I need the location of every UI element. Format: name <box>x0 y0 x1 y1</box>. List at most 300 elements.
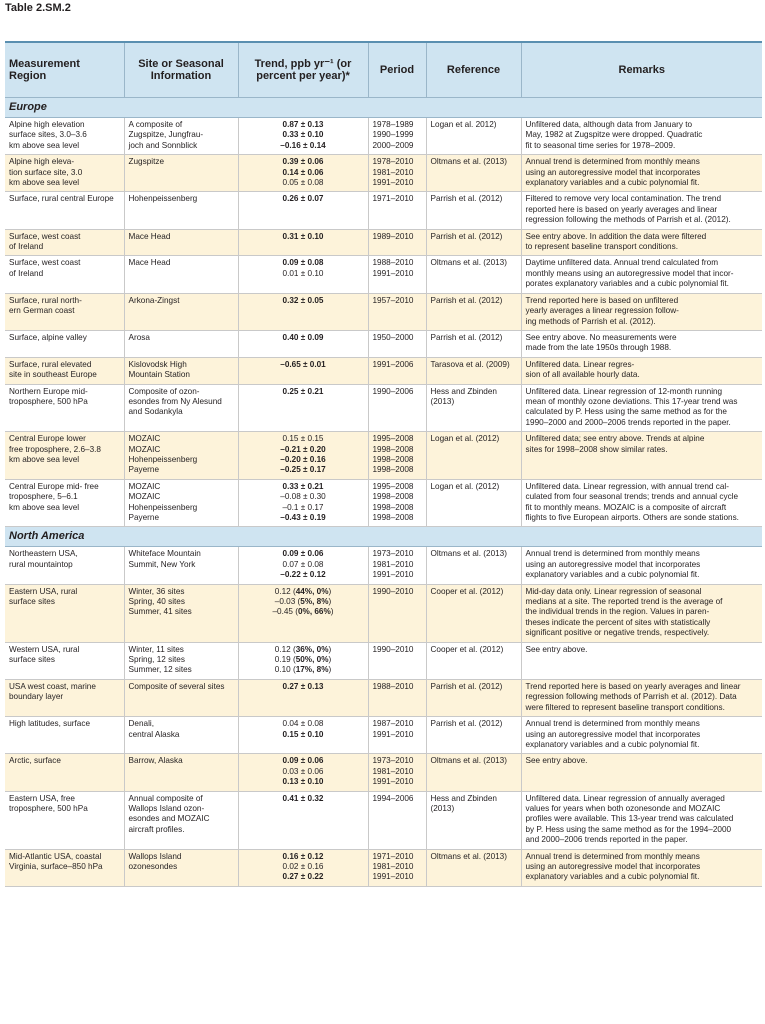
trend-value: 0.12 (44%, 0%) <box>274 586 332 596</box>
region-line: Virginia, surface–850 hPa <box>9 861 103 871</box>
trend-table <box>5 41 762 887</box>
period-line: 1971–2010 <box>372 851 414 861</box>
region-line: Surface, rural elevated <box>9 359 92 369</box>
cell-region <box>5 479 124 527</box>
region-line: Alpine high elevation <box>9 120 85 129</box>
period-line: 1981–2010 <box>372 559 414 569</box>
remarks-line: 1990–2000 and 2000–2006 trends reported in the paper. <box>525 417 731 427</box>
remarks-line: See entry above. No measurements were <box>525 332 677 342</box>
table-body <box>5 98 762 887</box>
period-line: 1995–2008 <box>372 434 414 444</box>
trend-value: 0.10 (17%, 8%) <box>274 665 332 675</box>
trend-percent: 0%, 66% <box>297 607 331 617</box>
period-line: 1998–2008 <box>372 502 414 512</box>
period-line: 1991–2010 <box>372 268 414 278</box>
cell-site <box>124 293 238 330</box>
trend-percent: 36%, 0% <box>295 644 329 654</box>
cell-reference <box>426 679 521 716</box>
cell-remarks <box>521 679 762 716</box>
region-line: of Ireland <box>9 242 44 252</box>
cell-region <box>5 717 124 754</box>
trend-value: 0.02 ± 0.16 <box>282 861 324 871</box>
header-region: Measurement Region <box>5 42 124 98</box>
period-line: 1998–2008 <box>372 513 414 522</box>
cell-reference <box>426 642 521 679</box>
trend-value: 0.27 ± 0.13 <box>282 681 324 691</box>
period-line: 1989–2010 <box>372 231 414 241</box>
remarks-line: fit to monthly means. MOZAIC is a composite of aircraft <box>525 502 727 512</box>
site-line: Summer, 12 sites <box>128 665 192 675</box>
cell-region <box>5 384 124 432</box>
region-line: Central Europe lower <box>9 434 86 444</box>
trend-value: 0.33 ± 0.10 <box>282 130 324 140</box>
cell-site <box>124 155 238 192</box>
cell-trend <box>238 791 368 849</box>
remarks-line: culated from four seasonal trends; trends and annual cycle <box>525 492 739 502</box>
trend-value: 0.15 ± 0.10 <box>282 729 324 739</box>
site-line: Barrow, Alaska <box>128 756 183 766</box>
cell-reference <box>426 791 521 849</box>
cell-site <box>124 118 238 155</box>
period-line: 1991–2006 <box>372 359 414 369</box>
period-line: 1990–2006 <box>372 386 414 396</box>
cell-reference <box>426 330 521 357</box>
region-line: Northeastern USA, <box>9 549 78 559</box>
remarks-line: porates explanatory variables and a cubic polynomial fit. <box>525 279 729 289</box>
period-line: 1995–2008 <box>372 481 414 491</box>
region-line: boundary layer <box>9 692 64 702</box>
period-line: 1978–2010 <box>372 157 414 167</box>
table-row <box>5 679 762 716</box>
table-row <box>5 256 762 293</box>
trend-percent: 5%, 8% <box>300 597 329 607</box>
period-line: 1991–2010 <box>372 178 414 188</box>
cell-region <box>5 256 124 293</box>
remarks-line: monthly means using an autoregressive model that incor- <box>525 268 734 278</box>
site-line: central Alaska <box>128 729 180 739</box>
site-line: esondes and MOZAIC <box>128 814 210 824</box>
site-line: Summer, 41 sites <box>128 607 192 617</box>
cell-period <box>368 256 426 293</box>
cell-remarks <box>521 754 762 791</box>
cell-period <box>368 849 426 886</box>
cell-region <box>5 754 124 791</box>
site-line: MOZAIC <box>128 434 161 444</box>
table-row <box>5 717 762 754</box>
region-line: Alpine high eleva- <box>9 157 75 167</box>
cell-remarks <box>521 432 762 480</box>
cell-region <box>5 330 124 357</box>
cell-period <box>368 754 426 791</box>
remarks-line: Mid-day data only. Linear regression of seasonal <box>525 586 702 596</box>
site-line: Kislovodsk High <box>128 359 187 369</box>
cell-trend <box>238 754 368 791</box>
cell-trend <box>238 432 368 480</box>
table-row <box>5 791 762 849</box>
table-row <box>5 118 762 155</box>
site-line: Payerne <box>128 513 159 522</box>
cell-region <box>5 293 124 330</box>
reference-line: Logan et al. (2012) <box>430 434 500 444</box>
trend-value: 0.07 ± 0.08 <box>282 559 324 569</box>
cell-period <box>368 384 426 432</box>
region-line: rural mountaintop <box>9 559 73 569</box>
header-trend: Trend, ppb yr⁻¹ (or percent per year)* <box>238 42 368 98</box>
table-caption: Table 2.SM.2 <box>5 2 71 14</box>
cell-reference <box>426 357 521 384</box>
trend-value: –0.03 (5%, 8%) <box>274 597 332 607</box>
remarks-line: Annual trend is determined from monthly means <box>525 157 700 167</box>
cell-trend <box>238 330 368 357</box>
trend-value: 0.09 ± 0.06 <box>282 756 324 766</box>
site-line: MOZAIC <box>128 444 161 454</box>
cell-region <box>5 791 124 849</box>
remarks-line: using an autoregressive model that incorporates <box>525 729 701 739</box>
remarks-line: made from the late 1950s through 1988. <box>525 343 672 353</box>
remarks-line: significant positive or negative trends, respectively. <box>525 628 710 638</box>
site-line: joch and Sonnblick <box>128 140 198 150</box>
cell-remarks <box>521 357 762 384</box>
cell-remarks <box>521 384 762 432</box>
cell-region <box>5 155 124 192</box>
header-remarks: Remarks <box>521 42 762 98</box>
remarks-line: Unfiltered data. Linear regression of annually averaged <box>525 793 725 803</box>
remarks-line: the individual trends in the region. Values in paren- <box>525 607 710 617</box>
region-line: km above sea level <box>9 454 80 464</box>
section-title: Europe <box>5 98 762 118</box>
region-line: Surface, west coast <box>9 231 81 241</box>
trend-value: –0.21 ± 0.20 <box>280 444 326 454</box>
remarks-line: yearly averages a linear regression follow- <box>525 306 679 316</box>
trend-value: 0.32 ± 0.05 <box>282 295 324 305</box>
cell-reference <box>426 384 521 432</box>
period-line: 1973–2010 <box>372 549 414 559</box>
cell-site <box>124 584 238 642</box>
reference-line: Cooper et al. (2012) <box>430 644 504 654</box>
region-line: Surface, rural north- <box>9 295 82 305</box>
cell-site <box>124 384 238 432</box>
period-line: 1973–2010 <box>372 756 414 766</box>
reference-line: Logan et al. 2012) <box>430 120 497 129</box>
cell-period <box>368 229 426 256</box>
cell-reference <box>426 479 521 527</box>
region-line: free troposphere, 2.6–3.8 <box>9 444 101 454</box>
site-line: Hohenpeissenberg <box>128 194 198 204</box>
reference-line: Oltmans et al. (2013) <box>430 157 507 167</box>
remarks-line: using an autoregressive model that incorporates <box>525 861 701 871</box>
cell-trend <box>238 192 368 229</box>
remarks-line: reported here is based on yearly averages and linear <box>525 204 718 214</box>
cell-period <box>368 293 426 330</box>
remarks-line: using an autoregressive model that incorporates <box>525 559 701 569</box>
table-header <box>5 42 762 98</box>
period-line: 1981–2010 <box>372 766 414 776</box>
trend-value: 0.25 ± 0.21 <box>282 386 324 396</box>
cell-period <box>368 679 426 716</box>
reference-line: Oltmans et al. (2013) <box>430 549 507 559</box>
trend-value: –0.1 ± 0.17 <box>282 502 324 512</box>
cell-trend <box>238 118 368 155</box>
period-line: 1981–2010 <box>372 167 414 177</box>
trend-value: 0.13 ± 0.10 <box>282 777 324 787</box>
period-line: 1991–2010 <box>372 729 414 739</box>
remarks-line: explanatory variables and a cubic polynomial fit. <box>525 178 700 188</box>
remarks-line: Daytime unfiltered data. Annual trend calculated from <box>525 258 719 268</box>
period-line: 1991–2010 <box>372 872 414 882</box>
site-line: A composite of <box>128 120 183 129</box>
cell-trend <box>238 717 368 754</box>
cell-remarks <box>521 717 762 754</box>
region-line: surface sites <box>9 655 55 665</box>
period-line: 1978–1989 <box>372 120 414 129</box>
trend-value: 0.09 ± 0.06 <box>282 549 324 559</box>
site-line: aircraft profiles. <box>128 824 185 834</box>
cell-reference <box>426 547 521 584</box>
reference-line: Hess and Zbinden <box>430 386 497 396</box>
trend-percent: 17%, 8% <box>295 665 329 675</box>
remarks-line: calculated by P. Hess using the same method as for the <box>525 407 727 417</box>
cell-remarks <box>521 330 762 357</box>
remarks-line: Unfiltered data. Linear regression of 12-month running <box>525 386 723 396</box>
table-row <box>5 357 762 384</box>
cell-site <box>124 229 238 256</box>
region-line: ern German coast <box>9 306 75 316</box>
cell-remarks <box>521 642 762 679</box>
period-line: 1998–2008 <box>372 444 414 454</box>
period-line: 1991–2010 <box>372 570 414 580</box>
cell-remarks <box>521 479 762 527</box>
remarks-line: explanatory variables and a cubic polynomial fit. <box>525 872 700 882</box>
site-line: Zugspitze <box>128 157 164 167</box>
cell-remarks <box>521 791 762 849</box>
site-line: Annual composite of <box>128 793 203 803</box>
remarks-line: profiles were available. This 13-year trend was calculated <box>525 814 734 824</box>
cell-period <box>368 642 426 679</box>
remarks-line: Unfiltered data; see entry above. Trends at alpine <box>525 434 705 444</box>
reference-line: (2013) <box>430 803 455 813</box>
region-line: site in southeast Europe <box>9 370 97 380</box>
table-row <box>5 584 762 642</box>
remarks-line: theses indicate the percent of sites with statistically <box>525 617 711 627</box>
trend-value: 0.26 ± 0.07 <box>282 194 324 204</box>
site-line: Composite of ozon- <box>128 386 200 396</box>
cell-trend <box>238 679 368 716</box>
trend-value: 0.16 ± 0.12 <box>282 851 324 861</box>
site-line: Winter, 36 sites <box>128 586 185 596</box>
remarks-line: to represent baseline transport conditions. <box>525 242 678 252</box>
cell-period <box>368 118 426 155</box>
cell-remarks <box>521 155 762 192</box>
cell-remarks <box>521 192 762 229</box>
region-line: Northern Europe mid- <box>9 386 88 396</box>
region-line: of Ireland <box>9 268 44 278</box>
cell-remarks <box>521 118 762 155</box>
remarks-line: See entry above. <box>525 644 588 654</box>
trend-value: 0.15 ± 0.15 <box>282 434 324 444</box>
region-line: Eastern USA, rural <box>9 586 78 596</box>
cell-site <box>124 679 238 716</box>
site-line: Zugspitze, Jungfrau- <box>128 130 204 140</box>
site-line: MOZAIC <box>128 492 161 502</box>
period-line: 1988–2010 <box>372 258 414 268</box>
cell-site <box>124 849 238 886</box>
site-line: ozonesondes <box>128 861 178 871</box>
cell-region <box>5 584 124 642</box>
trend-value: 0.31 ± 0.10 <box>282 231 324 241</box>
remarks-line: explanatory variables and a cubic polynomial fit. <box>525 739 700 749</box>
cell-reference <box>426 229 521 256</box>
site-line: Summit, New York <box>128 559 196 569</box>
cell-region <box>5 229 124 256</box>
site-line: Whiteface Mountain <box>128 549 201 559</box>
reference-line: Tarasova et al. (2009) <box>430 359 510 369</box>
cell-site <box>124 791 238 849</box>
trend-value: 0.19 (50%, 0%) <box>274 655 332 665</box>
cell-period <box>368 192 426 229</box>
remarks-line: Annual trend is determined from monthly means <box>525 549 700 559</box>
region-line: surface sites, 3.0–3.6 <box>9 130 87 140</box>
remarks-line: values for years when both ozonesonde and MOZAIC <box>525 803 721 813</box>
period-line: 1950–2000 <box>372 332 414 342</box>
cell-site <box>124 256 238 293</box>
period-line: 1990–2010 <box>372 644 414 654</box>
trend-value: –0.22 ± 0.12 <box>280 570 326 580</box>
region-line: Western USA, rural <box>9 644 80 654</box>
cell-region <box>5 432 124 480</box>
trend-value: –0.25 ± 0.17 <box>280 465 326 475</box>
trend-value: 0.40 ± 0.09 <box>282 332 324 342</box>
cell-remarks <box>521 584 762 642</box>
period-line: 1991–2010 <box>372 777 414 787</box>
cell-period <box>368 155 426 192</box>
table-row <box>5 330 762 357</box>
cell-period <box>368 584 426 642</box>
region-line: troposphere, 500 hPa <box>9 803 88 813</box>
cell-trend <box>238 584 368 642</box>
region-line: surface sites <box>9 597 55 607</box>
site-line: Hohenpeissenberg <box>128 454 198 464</box>
site-line: esondes from Ny Alesund <box>128 396 222 406</box>
remarks-line: using an autoregressive model that incorporates <box>525 167 701 177</box>
section-row <box>5 527 762 547</box>
region-line: High latitudes, surface <box>9 719 91 729</box>
cell-region <box>5 357 124 384</box>
trend-value: –0.20 ± 0.16 <box>280 454 326 464</box>
remarks-line: May, 1982 at Zugspitze were dropped. Quadratic <box>525 130 703 140</box>
region-line: Central Europe mid- free <box>9 481 99 491</box>
region-line: Mid-Atlantic USA, coastal <box>9 851 102 861</box>
site-line: Payerne <box>128 465 159 475</box>
cell-trend <box>238 642 368 679</box>
site-line: Denali, <box>128 719 154 729</box>
reference-line: Oltmans et al. (2013) <box>430 258 507 268</box>
site-line: Spring, 40 sites <box>128 597 185 607</box>
reference-line: (2013) <box>430 396 455 406</box>
region-line: Arctic, surface <box>9 756 61 766</box>
region-line: Eastern USA, free <box>9 793 75 803</box>
cell-reference <box>426 192 521 229</box>
trend-value: 0.39 ± 0.06 <box>282 157 324 167</box>
region-line: Surface, west coast <box>9 258 81 268</box>
region-line: km above sea level <box>9 178 80 188</box>
remarks-line: explanatory variables and a cubic polynomial fit. <box>525 570 700 580</box>
cell-region <box>5 118 124 155</box>
remarks-line: and 2000–2006 trends reported in the paper. <box>525 835 688 845</box>
trend-value: 0.87 ± 0.13 <box>282 120 324 129</box>
cell-reference <box>426 293 521 330</box>
reference-line: Parrish et al. (2012) <box>430 295 503 305</box>
site-line: MOZAIC <box>128 481 161 491</box>
trend-percent: 50%, 0% <box>295 655 329 665</box>
cell-period <box>368 432 426 480</box>
cell-trend <box>238 849 368 886</box>
remarks-line: medians at a site. The reported trend is the average of <box>525 597 723 607</box>
table-row <box>5 547 762 584</box>
cell-site <box>124 642 238 679</box>
period-line: 1971–2010 <box>372 194 414 204</box>
cell-reference <box>426 849 521 886</box>
remarks-line: regression following the methods of Parrish et al. (2012). <box>525 215 731 225</box>
cell-trend <box>238 384 368 432</box>
table-row <box>5 384 762 432</box>
site-line: Mace Head <box>128 258 171 268</box>
site-line: Composite of several sites <box>128 681 225 691</box>
cell-site <box>124 330 238 357</box>
remarks-line: Unfiltered data. Linear regres- <box>525 359 635 369</box>
period-line: 1998–2008 <box>372 454 414 464</box>
cell-period <box>368 479 426 527</box>
cell-remarks <box>521 256 762 293</box>
cell-remarks <box>521 849 762 886</box>
reference-line: Oltmans et al. (2013) <box>430 756 507 766</box>
region-line: Surface, rural central Europe <box>9 194 114 204</box>
header-period: Period <box>368 42 426 98</box>
cell-reference <box>426 754 521 791</box>
site-line: Mountain Station <box>128 370 190 380</box>
trend-percent: 44%, 0% <box>295 586 329 596</box>
table-row <box>5 479 762 527</box>
cell-remarks <box>521 293 762 330</box>
reference-line: Cooper et al. (2012) <box>430 586 504 596</box>
site-line: Wallops Island <box>128 851 182 861</box>
cell-site <box>124 717 238 754</box>
period-line: 1987–2010 <box>372 719 414 729</box>
remarks-line: Annual trend is determined from monthly means <box>525 719 700 729</box>
cell-region <box>5 679 124 716</box>
cell-reference <box>426 717 521 754</box>
site-line: Wallops Island ozon- <box>128 803 205 813</box>
remarks-line: Annual trend is determined from monthly means <box>525 851 700 861</box>
trend-value: 0.04 ± 0.08 <box>282 719 324 729</box>
trend-value: 0.41 ± 0.32 <box>282 793 324 803</box>
period-line: 1988–2010 <box>372 681 414 691</box>
trend-value: 0.14 ± 0.06 <box>282 167 324 177</box>
cell-reference <box>426 256 521 293</box>
cell-period <box>368 791 426 849</box>
remarks-line: See entry above. <box>525 756 588 766</box>
table-row <box>5 293 762 330</box>
site-line: Spring, 12 sites <box>128 655 185 665</box>
remarks-line: by P. Hess using the same method as for the 1994–2000 <box>525 824 732 834</box>
period-line: 1957–2010 <box>372 295 414 305</box>
table-row <box>5 754 762 791</box>
region-line: USA west coast, marine <box>9 681 96 691</box>
cell-site <box>124 192 238 229</box>
remarks-line: ing methods of Parrish et al. (2012). <box>525 316 656 326</box>
region-line: Surface, alpine valley <box>9 332 87 342</box>
cell-trend <box>238 256 368 293</box>
trend-value: 0.01 ± 0.10 <box>282 268 324 278</box>
